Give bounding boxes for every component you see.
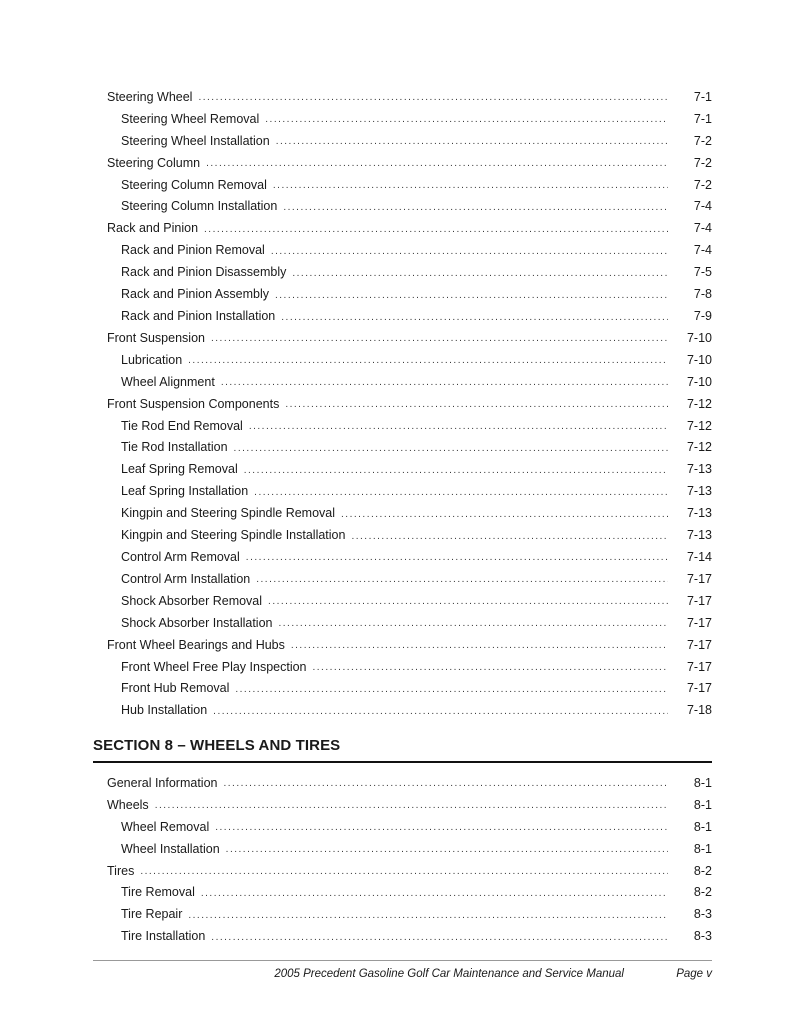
toc-entry-title: Steering Wheel Removal xyxy=(121,111,260,126)
toc-entry-title: Wheels xyxy=(107,797,149,812)
toc-entry-page: 7-18 xyxy=(686,703,712,718)
toc-entry-title: Tires xyxy=(107,863,135,878)
toc-dot-leader xyxy=(188,353,668,366)
toc-entry-title: Shock Absorber Removal xyxy=(121,593,263,608)
toc-entry[interactable] xyxy=(107,860,712,882)
toc-dot-leader xyxy=(215,820,668,833)
toc-entry-page: 7-4 xyxy=(693,199,712,214)
toc-entry-title: Rack and Pinion Removal xyxy=(121,243,265,258)
toc-dot-leader xyxy=(204,222,668,235)
toc-entry-page: 7-10 xyxy=(686,374,712,389)
toc-entry-title: Tire Installation xyxy=(121,929,206,944)
toc-entry-title: Steering Column xyxy=(107,155,201,170)
toc-entry[interactable] xyxy=(107,152,712,174)
toc-entry-page: 7-12 xyxy=(686,418,712,433)
toc-entry[interactable] xyxy=(107,217,712,239)
toc-dot-leader xyxy=(271,244,668,257)
toc-entry-title: Steering Wheel Installation xyxy=(121,133,270,148)
toc-dot-leader xyxy=(155,798,668,811)
toc-dot-leader xyxy=(249,419,668,432)
toc-entry[interactable] xyxy=(107,239,712,261)
toc-entry[interactable] xyxy=(107,634,712,656)
toc-dot-leader xyxy=(223,776,668,789)
toc-entry-page: 7-17 xyxy=(686,593,712,608)
toc-dot-leader xyxy=(275,288,668,301)
toc-entry-title: Tire Removal xyxy=(121,885,195,900)
toc-entry-page: 8-3 xyxy=(693,907,712,922)
toc-entry-title: Steering Column Removal xyxy=(121,177,267,192)
toc-entry-page: 7-8 xyxy=(693,287,712,302)
toc-entry[interactable] xyxy=(107,568,712,590)
toc-entry-page: 7-2 xyxy=(693,177,712,192)
toc-entry[interactable] xyxy=(107,699,712,721)
toc-entry-page: 8-1 xyxy=(693,841,712,856)
toc-entry-page: 7-13 xyxy=(686,506,712,521)
toc-entry-page: 7-17 xyxy=(686,571,712,586)
toc-entry-page: 8-1 xyxy=(693,775,712,790)
toc-entry-title: General Information xyxy=(107,775,218,790)
toc-dot-leader xyxy=(140,864,668,877)
toc-entry-title: Front Hub Removal xyxy=(121,681,230,696)
toc-entry[interactable] xyxy=(107,371,712,393)
toc-dot-leader xyxy=(313,660,669,673)
toc-entry-title: Rack and Pinion Installation xyxy=(121,309,276,324)
toc-entry-page: 7-10 xyxy=(686,352,712,367)
toc-entry-page: 8-2 xyxy=(693,885,712,900)
toc-dot-leader xyxy=(281,310,668,323)
toc-entry[interactable] xyxy=(107,903,712,925)
toc-dot-leader xyxy=(351,529,668,542)
toc-entry-page: 7-5 xyxy=(693,265,712,280)
toc-entry[interactable] xyxy=(107,772,712,794)
toc-entry[interactable] xyxy=(107,590,712,612)
toc-dot-leader xyxy=(254,485,668,498)
toc-entry-page: 7-12 xyxy=(686,440,712,455)
toc-dot-leader xyxy=(226,842,668,855)
toc-entry[interactable] xyxy=(107,393,712,415)
toc-entry[interactable] xyxy=(107,283,712,305)
toc-entry[interactable] xyxy=(107,838,712,860)
toc-dot-leader xyxy=(206,156,668,169)
toc-entry-page: 8-3 xyxy=(693,929,712,944)
toc-dot-leader xyxy=(341,507,668,520)
toc-dot-leader xyxy=(201,886,668,899)
toc-entry[interactable] xyxy=(107,349,712,371)
toc-dot-leader xyxy=(265,112,668,125)
toc-entry[interactable] xyxy=(107,196,712,218)
section-7-toc-list xyxy=(107,86,712,721)
toc-entry-title: Front Wheel Free Play Inspection xyxy=(121,659,307,674)
toc-entry-page: 7-13 xyxy=(686,484,712,499)
toc-entry-page: 7-9 xyxy=(693,309,712,324)
footer-page-number: Page v xyxy=(676,968,712,980)
toc-entry-page: 7-13 xyxy=(686,462,712,477)
toc-entry-page: 8-2 xyxy=(693,863,712,878)
toc-entry[interactable] xyxy=(107,882,712,904)
toc-entry-title: Tie Rod End Removal xyxy=(121,418,243,433)
toc-entry-title: Rack and Pinion Assembly xyxy=(121,287,269,302)
toc-entry[interactable] xyxy=(107,794,712,816)
toc-entry-page: 7-2 xyxy=(693,155,712,170)
toc-dot-leader xyxy=(211,331,668,344)
toc-entry-title: Steering Wheel xyxy=(107,89,193,104)
toc-dot-leader xyxy=(285,397,668,410)
toc-entry[interactable] xyxy=(107,458,712,480)
toc-dot-leader xyxy=(244,463,668,476)
toc-entry-title: Steering Column Installation xyxy=(121,199,278,214)
toc-entry-page: 7-17 xyxy=(686,659,712,674)
toc-entry-page: 8-1 xyxy=(693,819,712,834)
toc-dot-leader xyxy=(235,682,668,695)
toc-entry[interactable] xyxy=(107,305,712,327)
toc-entry-title: Tire Repair xyxy=(121,907,183,922)
toc-entry-page: 8-1 xyxy=(693,797,712,812)
toc-entry[interactable] xyxy=(107,437,712,459)
toc-entry-page: 7-1 xyxy=(693,89,712,104)
toc-dot-leader xyxy=(198,90,668,103)
toc-entry-title: Wheel Alignment xyxy=(121,374,215,389)
toc-entry[interactable] xyxy=(107,612,712,634)
toc-dot-leader xyxy=(221,375,668,388)
footer-rule xyxy=(93,960,712,961)
toc-entry-title: Front Suspension Components xyxy=(107,396,280,411)
toc-entry-title: Front Wheel Bearings and Hubs xyxy=(107,637,285,652)
toc-dot-leader xyxy=(273,178,668,191)
toc-dot-leader xyxy=(268,594,668,607)
toc-entry-page: 7-4 xyxy=(693,243,712,258)
toc-entry-title: Wheel Removal xyxy=(121,819,210,834)
toc-entry-page: 7-10 xyxy=(686,330,712,345)
toc-entry-title: Tie Rod Installation xyxy=(121,440,228,455)
toc-entry-title: Kingpin and Steering Spindle Installation xyxy=(121,528,346,543)
toc-entry-page: 7-14 xyxy=(686,549,712,564)
toc-entry[interactable] xyxy=(107,480,712,502)
toc-entry[interactable] xyxy=(107,546,712,568)
toc-entry[interactable] xyxy=(107,174,712,196)
toc-entry[interactable] xyxy=(107,108,712,130)
toc-entry[interactable] xyxy=(107,656,712,678)
toc-entry-title: Shock Absorber Installation xyxy=(121,615,273,630)
toc-entry-title: Front Suspension xyxy=(107,330,205,345)
toc-dot-leader xyxy=(213,704,668,717)
footer-manual-title: 2005 Precedent Gasoline Golf Car Maintenance and Service Manual xyxy=(274,968,624,980)
toc-entry[interactable] xyxy=(107,415,712,437)
toc-dot-leader xyxy=(188,908,668,921)
toc-entry[interactable] xyxy=(107,86,712,108)
section-8-heading-rule xyxy=(93,761,712,763)
toc-dot-leader xyxy=(234,441,668,454)
toc-dot-leader xyxy=(211,930,668,943)
toc-entry[interactable] xyxy=(107,502,712,524)
toc-entry[interactable] xyxy=(107,327,712,349)
toc-entry-page: 7-12 xyxy=(686,396,712,411)
toc-entry-page: 7-17 xyxy=(686,681,712,696)
toc-entry[interactable] xyxy=(107,677,712,699)
toc-entry-title: Control Arm Removal xyxy=(121,549,240,564)
toc-dot-leader xyxy=(292,266,668,279)
toc-dot-leader xyxy=(278,616,668,629)
section-8-toc-list xyxy=(107,772,712,947)
toc-entry[interactable] xyxy=(107,130,712,152)
toc-entry[interactable] xyxy=(107,816,712,838)
toc-dot-leader xyxy=(276,134,668,147)
toc-entry-title: Rack and Pinion xyxy=(107,221,199,236)
toc-entry[interactable] xyxy=(107,524,712,546)
toc-entry-page: 7-13 xyxy=(686,528,712,543)
toc-entry-title: Wheel Installation xyxy=(121,841,220,856)
toc-entry-title: Leaf Spring Installation xyxy=(121,484,249,499)
toc-entry-page: 7-1 xyxy=(693,111,712,126)
toc-dot-leader xyxy=(283,200,668,213)
toc-entry-page: 7-17 xyxy=(686,615,712,630)
toc-entry[interactable] xyxy=(107,261,712,283)
toc-entry-title: Hub Installation xyxy=(121,703,208,718)
toc-entry-page: 7-2 xyxy=(693,133,712,148)
toc-entry-page: 7-4 xyxy=(693,221,712,236)
toc-entry-title: Control Arm Installation xyxy=(121,571,251,586)
toc-dot-leader xyxy=(291,638,668,651)
toc-entry[interactable] xyxy=(107,925,712,947)
toc-entry-title: Kingpin and Steering Spindle Removal xyxy=(121,506,336,521)
section-8-heading: SECTION 8 – WHEELS AND TIRES xyxy=(93,737,341,754)
toc-entry-page: 7-17 xyxy=(686,637,712,652)
toc-entry-title: Rack and Pinion Disassembly xyxy=(121,265,287,280)
toc-dot-leader xyxy=(246,550,668,563)
toc-dot-leader xyxy=(256,572,668,585)
toc-entry-title: Leaf Spring Removal xyxy=(121,462,238,477)
toc-entry-title: Lubrication xyxy=(121,352,183,367)
